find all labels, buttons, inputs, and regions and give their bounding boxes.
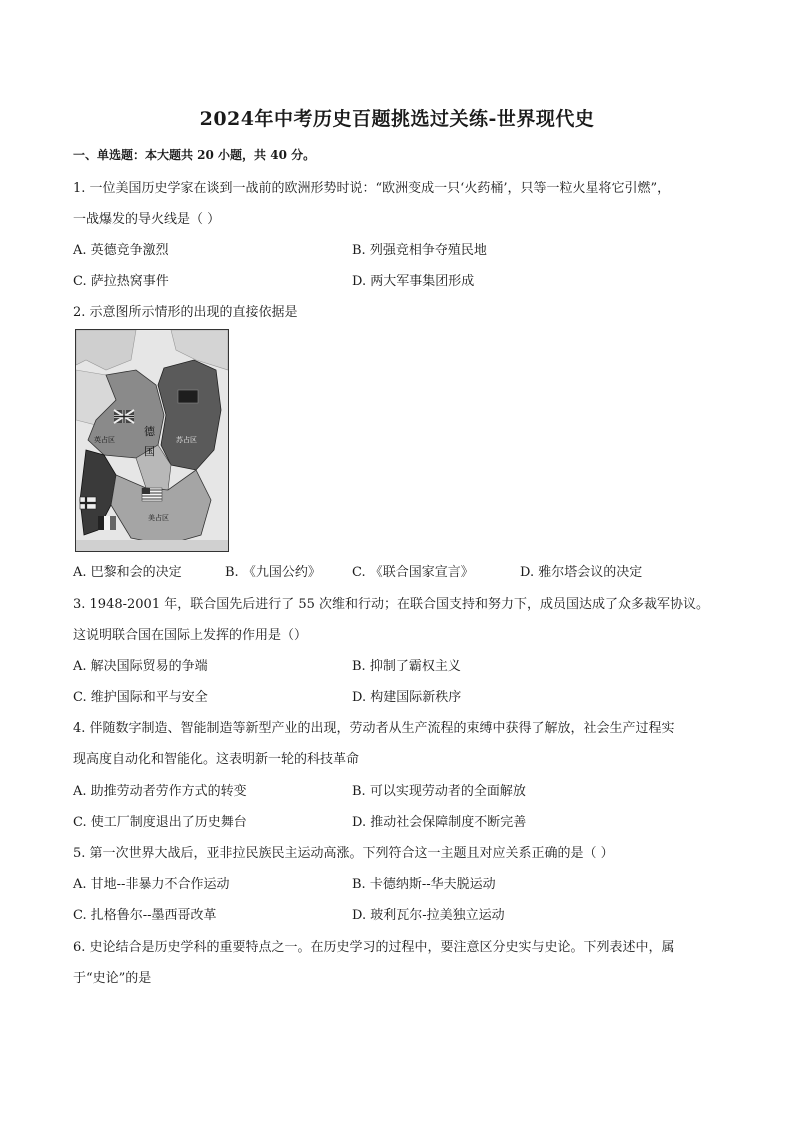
question-1-option-b: B. 列强竞相争夺殖民地: [352, 243, 487, 258]
germany-label-de: 德: [144, 425, 155, 438]
us-zone-label: 美占区: [148, 514, 169, 522]
question-4-option-a: A. 助推劳动者劳作方式的转变: [73, 784, 247, 799]
section-heading: 一、单选题：本大题共 20 小题，共 40 分。: [73, 148, 316, 162]
question-4-line-2: 现高度自动化和智能化。这表明新一轮的科技革命: [73, 752, 360, 767]
question-1-option-d: D. 两大军事集团形成: [352, 274, 475, 289]
question-4-line-1: 4. 伴随数字制造、智能制造等新型产业的出现，劳动者从生产流程的束缚中获得了解放，社会生产过程实: [73, 721, 675, 736]
question-2-option-c: C. 《联合国家宣言》: [352, 565, 474, 580]
question-1-line-1: 1. 一位美国历史学家在谈到一战前的欧洲形势时说：“欧洲变成一只‘火药桶’，只等一粒火星将它引燃”，: [73, 181, 671, 196]
question-2-line-1: 2. 示意图所示情形的出现的直接依据是: [73, 305, 298, 320]
question-3-option-d: D. 构建国际新秩序: [352, 690, 462, 705]
question-2-option-d: D. 雅尔塔会议的决定: [520, 565, 643, 580]
flag-marker-icon: [80, 497, 96, 509]
question-1-line-2: 一战爆发的导火线是（ ）: [73, 212, 221, 227]
soviet-flag-icon: [178, 390, 198, 403]
question-2-option-b: B. 《九国公约》: [225, 565, 321, 580]
question-3-option-c: C. 维护国际和平与安全: [73, 690, 208, 705]
question-4-option-b: B. 可以实现劳动者的全面解放: [352, 784, 526, 799]
question-1-option-a: A. 英德竞争激烈: [73, 243, 169, 258]
question-5-option-a: A. 甘地--非暴力不合作运动: [73, 877, 230, 892]
question-4-option-c: C. 使工厂制度退出了历史舞台: [73, 815, 247, 830]
map-graphic: [76, 330, 228, 551]
question-5-option-b: B. 卡德纳斯--华夫脱运动: [352, 877, 496, 892]
germany-occupation-map: [75, 329, 229, 552]
question-3-line-2: 这说明联合国在国际上发挥的作用是（）: [73, 628, 308, 643]
question-4-option-d: D. 推动社会保障制度不断完善: [352, 815, 527, 830]
question-5-line-1: 5. 第一次世界大战后，亚非拉民族民主运动高涨。下列符合这一主题且对应关系正确的是（ ）: [73, 846, 614, 861]
germany-label-guo: 国: [144, 445, 155, 458]
page-title: 2024年中考历史百题挑选过关练-世界现代史: [199, 108, 595, 130]
question-3-option-b: B. 抑制了霸权主义: [352, 659, 461, 674]
question-6-line-2: 于“史论”的是: [73, 971, 152, 986]
uk-flag-icon: [114, 410, 134, 423]
question-2-option-a: A. 巴黎和会的决定: [73, 565, 182, 580]
uk-zone-label: 英占区: [94, 436, 115, 444]
question-5-option-d: D. 玻利瓦尔-拉美独立运动: [352, 908, 505, 923]
french-flag-icon: [98, 516, 116, 530]
soviet-zone-label: 苏占区: [176, 436, 197, 444]
question-3-line-1: 3. 1948-2001 年，联合国先后进行了 55 次维和行动；在联合国支持和努力下，成员国达成了众多裁军协议。: [73, 597, 710, 612]
question-6-line-1: 6. 史论结合是历史学科的重要特点之一。在历史学习的过程中，要注意区分史实与史论。下列表述中，属: [73, 940, 675, 955]
question-3-option-a: A. 解决国际贸易的争端: [73, 659, 208, 674]
us-flag-icon: [142, 488, 162, 501]
question-5-option-c: C. 扎格鲁尔--墨西哥改革: [73, 908, 217, 923]
question-1-option-c: C. 萨拉热窝事件: [73, 274, 169, 289]
